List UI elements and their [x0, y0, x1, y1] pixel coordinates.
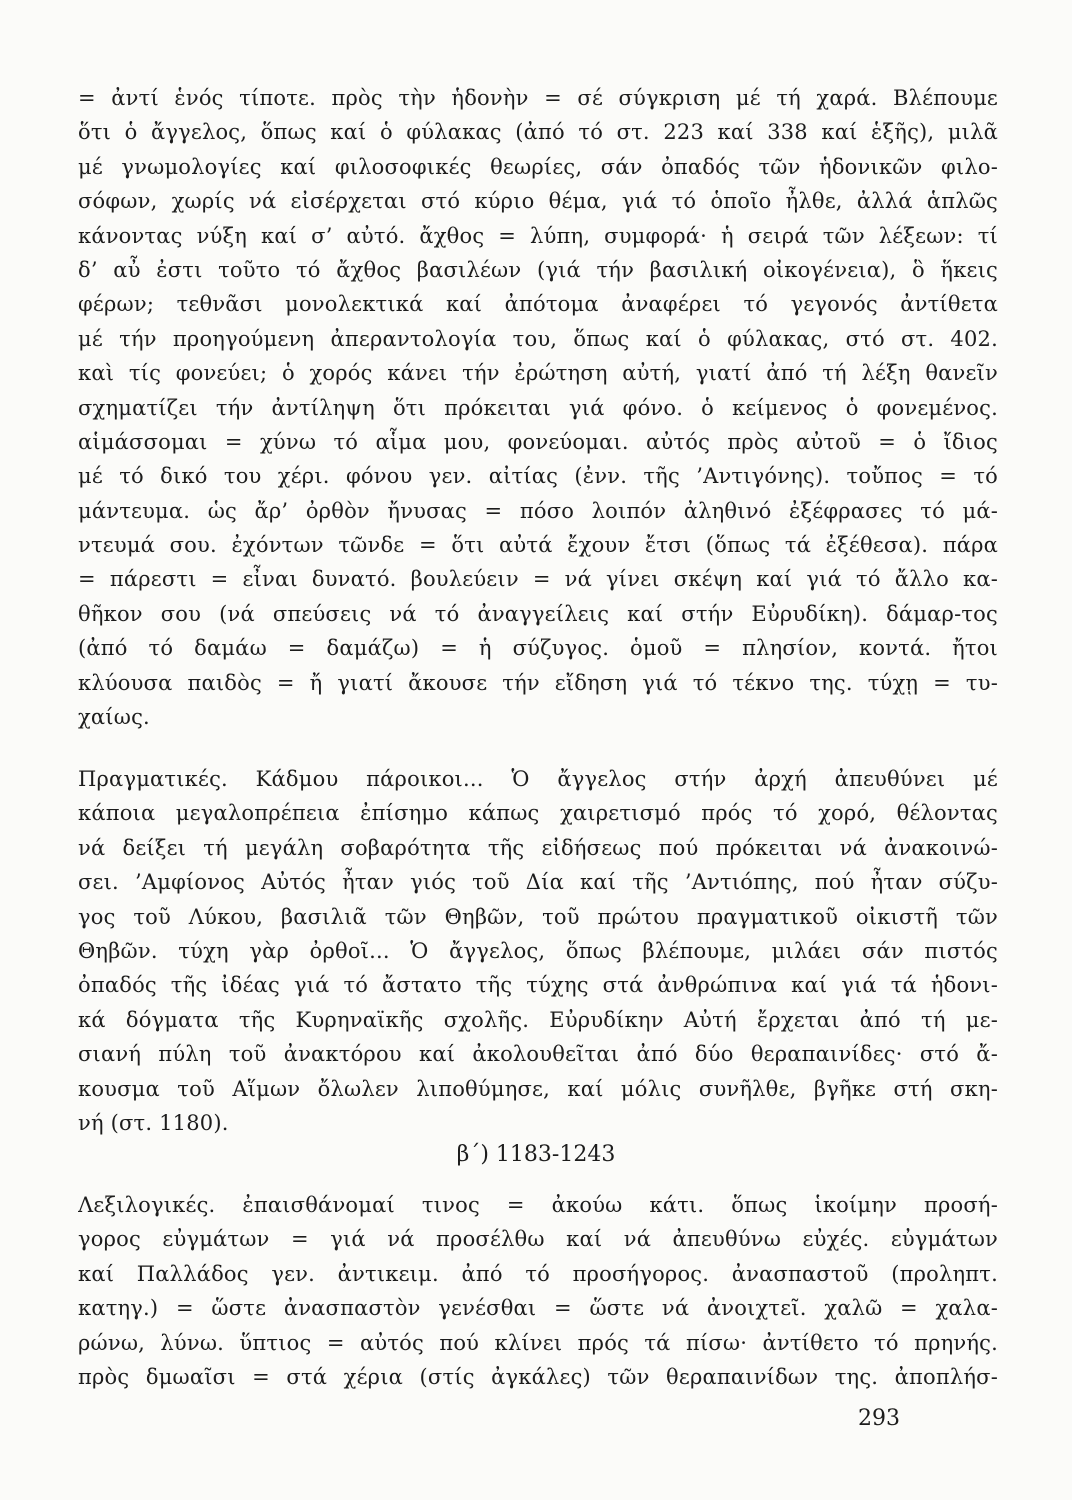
text-line: νά δείξει τή μεγάλη σοβαρότητα τῆς εἰδήσεως πού πρόκειται νά ἀνακοινώ-	[78, 835, 998, 860]
text-line: σχηματίζει τήν ἀντίληψη ὅτι πρόκειται γιά φόνο. ὁ κείμενος ὁ φονεμένος.	[78, 395, 998, 420]
text-line: Πραγματικές. Κάδμου πάροικοι... Ὁ ἄγγελος στήν ἀρχή ἀπευθύνει μέ	[78, 767, 998, 791]
text-line: ρώνω, λύνω. ὕπτιος = αὐτός πού κλίνει πρός τά πίσω· ἀντίθετο τό πρηνής.	[78, 1330, 998, 1355]
text-line: κάποια μεγαλοπρέπεια ἐπίσημο κάπως χαιρετισμό πρός τό χορό, θέλοντας	[78, 801, 998, 826]
text-line: νή (στ. 1180).	[78, 1110, 229, 1135]
text-line: ὀπαδός τῆς ἰδέας γιά τό ἄστατο τῆς τύχης στά ἀνθρώπινα καί γιά τά ἡδονι-	[78, 973, 998, 998]
text-line: σει. ’Αμφίονος Αὐτός ἦταν γιός τοῦ Δία καί τῆς ’Αντιόπης, πού ἦταν σύζυ-	[78, 870, 998, 895]
paragraph-lexical-notes	[78, 81, 998, 734]
text-line: κατηγ.) = ὥστε ἀνασπαστὸν γενέσθαι = ὥστε νά ἀνοιχτεῖ. χαλῶ = χαλα-	[78, 1296, 998, 1321]
text-line: καὶ τίς φονεύει; ὁ χορός κάνει τήν ἐρώτηση αὐτή, γιατί ἀπό τή λέξη θανεῖν	[78, 361, 998, 386]
text-line: Θηβῶν. τύχη γὰρ ὀρθοῖ... Ὁ ἄγγελος, ὅπως βλέπουμε, μιλάει σάν πιστός	[78, 938, 998, 963]
text-line: φέρων; τεθνᾶσι μονολεκτικά καί ἀπότομα ἀναφέρει τό γεγονός ἀντίθετα	[78, 292, 998, 317]
text-line: θῆκον σου (νά σπεύσεις νά τό ἀναγγείλεις καί στήν Εὐρυδίκη). δάμαρ-τος	[78, 601, 998, 626]
paragraph-lexical-notes-section-b	[78, 1188, 998, 1394]
paragraph-factual-notes	[78, 762, 998, 1140]
text-line: μάντευμα. ὡς ἄρ’ ὀρθὸν ἤνυσας = πόσο λοιπόν ἀληθινό ἐξέφρασες τό μά-	[78, 498, 998, 523]
text-line: γος τοῦ Λύκου, βασιλιᾶ τῶν Θηβῶν, τοῦ πρώτου πραγματικοῦ οἰκιστῆ τῶν	[78, 904, 998, 929]
text-line: μέ τό δικό του χέρι. φόνου γεν. αἰτίας (ἐνν. τῆς ’Αντιγόνης). τοὔπος = τό	[78, 464, 998, 489]
text-line: ὅτι ὁ ἄγγελος, ὅπως καί ὁ φύλακας (ἀπό τό στ. 223 καί 338 καί ἑξῆς), μιλᾶ	[78, 120, 998, 145]
text-line: (ἀπό τό δαμάω = δαμάζω) = ἡ σύζυγος. ὁμοῦ = πλησίον, κοντά. ἤτοι	[78, 636, 998, 661]
text-line: κά δόγματα τῆς Κυρηναϊκῆς σχολῆς. Εὐρυδίκην Αὐτή ἔρχεται ἀπό τή με-	[78, 1007, 998, 1032]
text-line: γορος εὐγμάτων = γιά νά προσέλθω καί νά ἀπευθύνω εὐχές. εὐγμάτων	[78, 1227, 998, 1252]
text-line: = ἀντί ἑνός τίποτε. πρὸς τὴν ἡδονὴν = σέ σύγκριση μέ τή χαρά. Βλέπουμε	[78, 86, 998, 110]
text-line: μέ γνωμολογίες καί φιλοσοφικές θεωρίες, σάν ὀπαδός τῶν ἡδονικῶν φιλο-	[78, 154, 998, 179]
text-line: κάνοντας νύξη καί σ’ αὐτό. ἄχθος = λύπη, συμφορά· ἡ σειρά τῶν λέξεων: τί	[78, 223, 998, 248]
text-line: σιανή πύλη τοῦ ἀνακτόρου καί ἀκολουθεῖται ἀπό δύο θεραπαινίδες· στό ἄ-	[78, 1042, 998, 1067]
text-line: σόφων, χωρίς νά εἰσέρχεται στό κύριο θέμα, γιά τό ὁποῖο ἦλθε, ἀλλά ἁπλῶς	[78, 189, 998, 214]
section-heading: β΄) 1183-1243	[456, 1142, 616, 1167]
text-line: Λεξιλογικές. ἐπαισθάνομαί τινος = ἀκούω κάτι. ὅπως ἱκοίμην προσή-	[78, 1193, 998, 1217]
text-line: αἱμάσσομαι = χύνω τό αἷμα μου, φονεύομαι. αὐτός πρὸς αὐτοῦ = ὁ ἴδιος	[78, 429, 998, 454]
text-line: κουσμα τοῦ Αἵμων ὄλωλεν λιποθύμησε, καί μόλις συνῆλθε, βγῆκε στή σκη-	[78, 1076, 998, 1101]
text-line: μέ τήν προηγούμενη ἀπεραντολογία του, ὅπως καί ὁ φύλακας, στό στ. 402.	[78, 326, 998, 351]
text-line: = πάρεστι = εἶναι δυνατό. βουλεύειν = νά γίνει σκέψη καί γιά τό ἄλλο κα-	[78, 567, 998, 592]
text-line: πρὸς δμωαῖσι = στά χέρια (στίς ἀγκάλες) τῶν θεραπαινίδων της. ἀποπλήσ-	[78, 1364, 998, 1389]
text-line: χαίως.	[78, 705, 150, 730]
text-line: κλύουσα παιδὸς = ἤ γιατί ἄκουσε τήν εἴδηση γιά τό τέκνο της. τύχῃ = τυ-	[78, 670, 998, 695]
text-line: δ’ αὖ ἐστι τοῦτο τό ἄχθος βασιλέων (γιά τήν βασιλική οἰκογένεια), ὃ ἥκεις	[78, 257, 998, 282]
page-number: 293	[858, 1406, 900, 1431]
text-line: καί Παλλάδος γεν. ἀντικειμ. ἀπό τό προσήγορος. ἀνασπαστοῦ (προληπτ.	[78, 1261, 998, 1286]
text-line: ντευμά σου. ἐχόντων τῶνδε = ὅτι αὐτά ἔχουν ἔτσι (ὅπως τά ἐξέθεσα). πάρα	[78, 533, 998, 558]
